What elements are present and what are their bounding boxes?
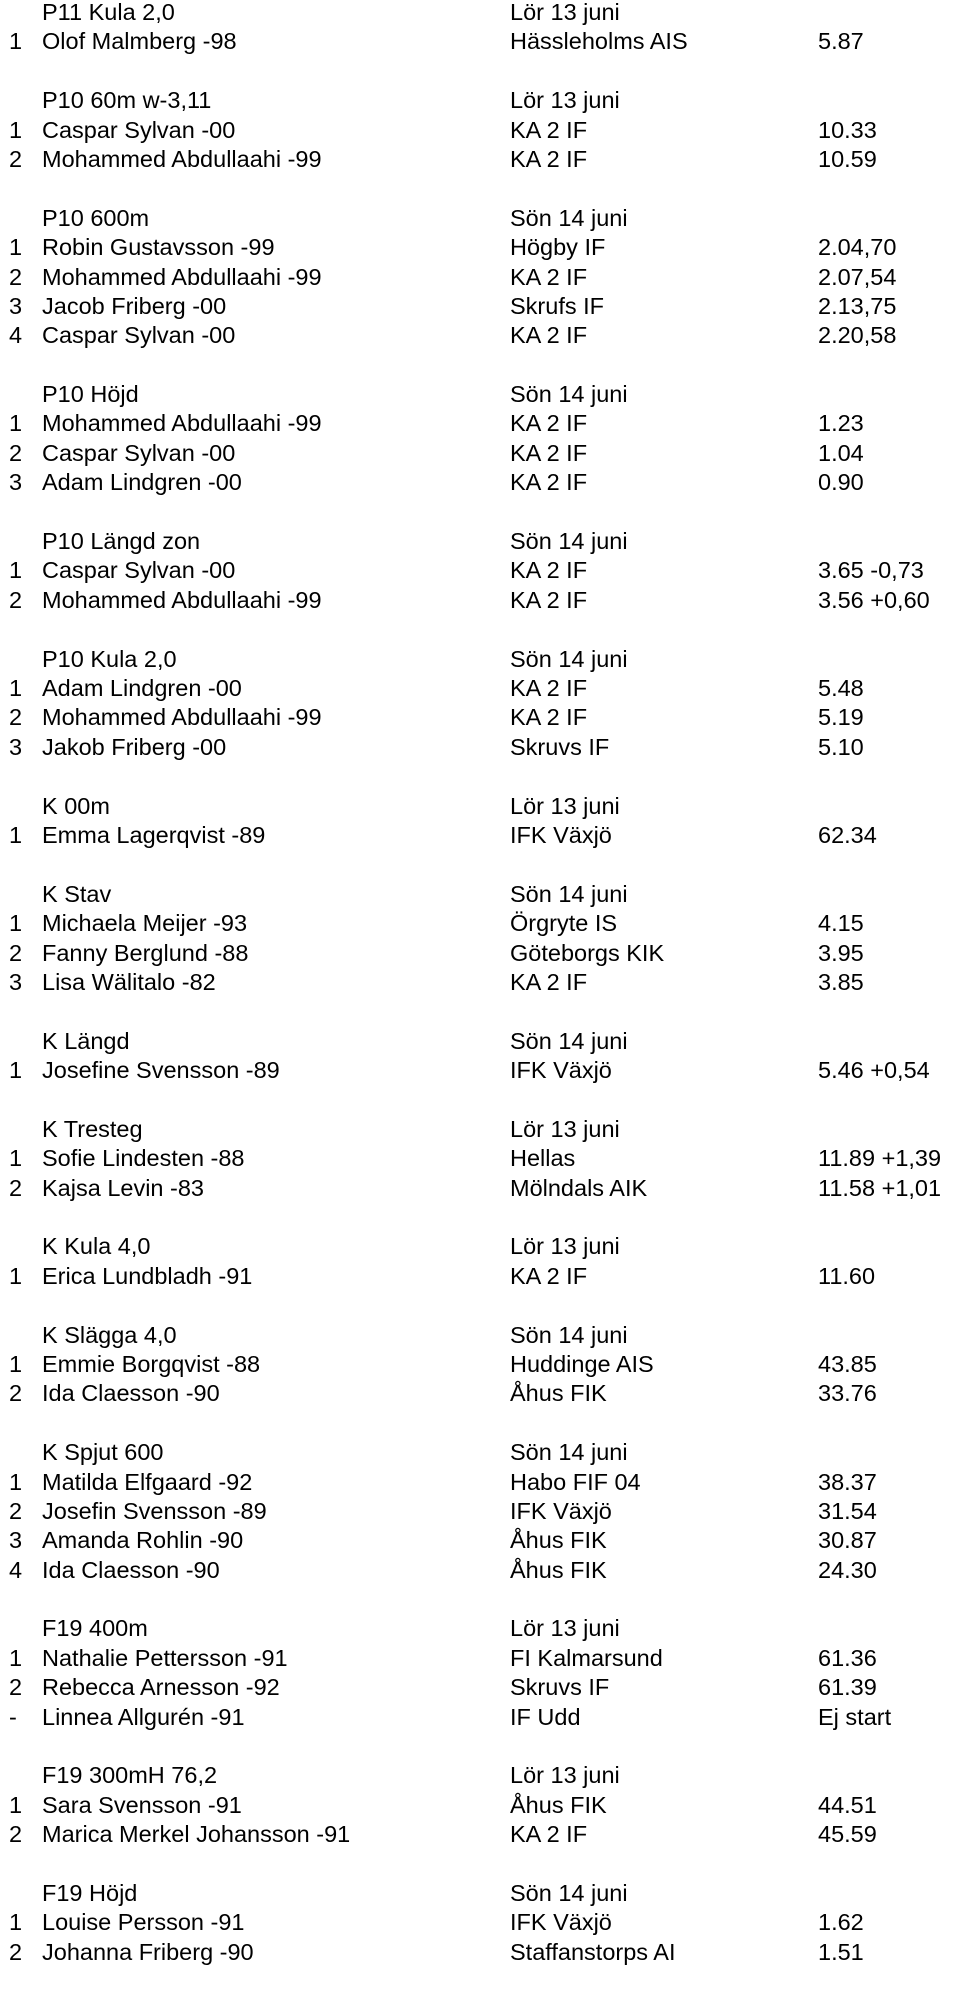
athlete-name: Johanna Friberg -90 (42, 1938, 254, 1965)
event-block (0, 1614, 960, 1732)
event-title: K Längd (42, 1027, 130, 1054)
result-row (0, 821, 960, 850)
result-value: 3.85 (818, 968, 864, 995)
result-place: 1 (9, 821, 23, 848)
result-value: 31.54 (818, 1497, 877, 1524)
athlete-name: Linnea Allgurén -91 (42, 1703, 245, 1730)
result-row (0, 1820, 960, 1849)
result-row (0, 263, 960, 292)
event-block (0, 86, 960, 174)
result-place: 3 (9, 968, 23, 995)
result-place: 3 (9, 469, 23, 496)
athlete-name: Michaela Meijer -93 (42, 910, 248, 937)
athlete-name: Jakob Friberg -00 (42, 733, 227, 760)
athlete-club: Åhus FIK (510, 1380, 607, 1407)
athlete-club: Örgryte IS (510, 910, 618, 937)
result-value: 11.60 (818, 1262, 876, 1289)
athlete-name: Olof Malmberg -98 (42, 28, 237, 55)
athlete-name: Sara Svensson -91 (42, 1791, 242, 1818)
result-place: 2 (9, 1821, 23, 1848)
athlete-club: Mölndals AIK (510, 1174, 648, 1201)
event-header (0, 1115, 960, 1144)
result-place: 2 (9, 586, 23, 613)
result-place: 4 (9, 1556, 23, 1583)
result-value: 2.20,58 (818, 322, 897, 349)
result-place: 4 (9, 322, 23, 349)
result-value: 1.04 (818, 439, 864, 466)
event-header (0, 1879, 960, 1908)
result-value: 10.33 (818, 116, 877, 143)
event-title: K 00m (42, 792, 110, 819)
result-place: - (9, 1703, 17, 1730)
event-block (0, 1027, 960, 1086)
result-value: 4.15 (818, 910, 864, 937)
event-date: Lör 13 juni (510, 1233, 620, 1260)
athlete-club: Åhus FIK (510, 1527, 607, 1554)
result-place: 3 (9, 292, 23, 319)
result-place: 2 (9, 939, 23, 966)
result-place: 1 (9, 116, 23, 143)
result-row (0, 1144, 960, 1173)
result-place: 1 (9, 674, 23, 701)
result-place: 2 (9, 1674, 23, 1701)
result-place: 2 (9, 439, 23, 466)
athlete-name: Sofie Lindesten -88 (42, 1145, 245, 1172)
result-row (0, 1056, 960, 1085)
event-date: Sön 14 juni (510, 528, 628, 555)
event-header (0, 527, 960, 556)
event-header (0, 1027, 960, 1056)
result-row (0, 1497, 960, 1526)
athlete-club: KA 2 IF (510, 1821, 588, 1848)
result-value: 5.87 (818, 28, 864, 55)
event-date: Sön 14 juni (510, 1027, 628, 1054)
result-place: 2 (9, 145, 23, 172)
athlete-club: Hellas (510, 1145, 576, 1172)
result-row (0, 703, 960, 732)
event-header (0, 204, 960, 233)
event-block (0, 1438, 960, 1585)
event-title: P10 Höjd (42, 381, 139, 408)
event-header (0, 792, 960, 821)
result-place: 3 (9, 1527, 23, 1554)
athlete-club: KA 2 IF (510, 469, 588, 496)
athlete-name: Mohammed Abdullaahi -99 (42, 586, 322, 613)
result-value: 11.89 +1,39 (818, 1145, 942, 1172)
event-title: K Tresteg (42, 1115, 143, 1142)
event-block (0, 880, 960, 998)
result-row (0, 674, 960, 703)
result-place: 2 (9, 1174, 23, 1201)
athlete-club: Skruvs IF (510, 1674, 610, 1701)
athlete-name: Mohammed Abdullaahi -99 (42, 704, 322, 731)
result-row (0, 1350, 960, 1379)
result-row (0, 409, 960, 438)
athlete-club: KA 2 IF (510, 586, 588, 613)
result-value: 3.65 -0,73 (818, 557, 924, 584)
event-header (0, 1761, 960, 1790)
event-title: P10 Längd zon (42, 528, 201, 555)
result-place: 2 (9, 1497, 23, 1524)
result-place: 1 (9, 410, 23, 437)
athlete-club: Åhus FIK (510, 1556, 607, 1583)
result-row (0, 321, 960, 350)
athlete-club: KA 2 IF (510, 439, 588, 466)
result-row (0, 1791, 960, 1820)
event-title: K Stav (42, 880, 112, 907)
result-place: 1 (9, 1057, 23, 1084)
result-value: 11.58 +1,01 (818, 1174, 942, 1201)
event-date: Sön 14 juni (510, 645, 628, 672)
result-row (0, 1526, 960, 1555)
event-title: P10 60m w-3,11 (42, 87, 212, 114)
result-row (0, 145, 960, 174)
event-block (0, 380, 960, 498)
result-row (0, 1379, 960, 1408)
result-value: 45.59 (818, 1821, 877, 1848)
athlete-club: KA 2 IF (510, 1262, 588, 1289)
event-date: Lör 13 juni (510, 1762, 620, 1789)
result-row (0, 586, 960, 615)
event-title: F19 400m (42, 1615, 148, 1642)
event-date: Sön 14 juni (510, 1321, 628, 1348)
athlete-club: KA 2 IF (510, 704, 588, 731)
event-header (0, 645, 960, 674)
athlete-name: Adam Lindgren -00 (42, 469, 242, 496)
result-value: Ej start (818, 1703, 892, 1730)
result-place: 1 (9, 1791, 23, 1818)
result-value: 44.51 (818, 1791, 877, 1818)
result-value: 5.19 (818, 704, 864, 731)
result-value: 1.51 (818, 1938, 864, 1965)
athlete-name: Nathalie Pettersson -91 (42, 1644, 288, 1671)
athlete-name: Emmie Borgqvist -88 (42, 1350, 261, 1377)
result-place: 1 (9, 1262, 23, 1289)
event-block (0, 645, 960, 763)
athlete-club: KA 2 IF (510, 145, 588, 172)
athlete-name: Robin Gustavsson -99 (42, 234, 275, 261)
event-title: P11 Kula 2,0 (42, 0, 175, 25)
result-place: 1 (9, 557, 23, 584)
event-header (0, 1614, 960, 1643)
event-date: Sön 14 juni (510, 381, 628, 408)
result-value: 2.04,70 (818, 234, 897, 261)
athlete-club: KA 2 IF (510, 322, 588, 349)
result-row (0, 468, 960, 497)
result-row (0, 233, 960, 262)
athlete-name: Lisa Wälitalo -82 (42, 968, 216, 995)
athlete-club: IFK Växjö (510, 1909, 612, 1936)
athlete-club: FI Kalmarsund (510, 1644, 663, 1671)
result-value: 61.39 (818, 1674, 877, 1701)
result-row (0, 27, 960, 56)
result-place: 1 (9, 1468, 23, 1495)
athlete-name: Jacob Friberg -00 (42, 292, 227, 319)
event-block (0, 1761, 960, 1849)
athlete-name: Fanny Berglund -88 (42, 939, 249, 966)
result-value: 38.37 (818, 1468, 877, 1495)
event-header (0, 1438, 960, 1467)
event-block (0, 1115, 960, 1203)
result-value: 1.23 (818, 410, 864, 437)
event-title: P10 Kula 2,0 (42, 645, 177, 672)
event-date: Lör 13 juni (510, 1615, 620, 1642)
result-place: 1 (9, 28, 23, 55)
athlete-club: IFK Växjö (510, 821, 612, 848)
event-block (0, 1879, 960, 1967)
result-value: 2.07,54 (818, 263, 897, 290)
result-row (0, 968, 960, 997)
athlete-club: KA 2 IF (510, 674, 588, 701)
result-place: 1 (9, 1350, 23, 1377)
athlete-club: Huddinge AIS (510, 1350, 654, 1377)
event-header (0, 86, 960, 115)
athlete-name: Caspar Sylvan -00 (42, 439, 236, 466)
result-value: 24.30 (818, 1556, 877, 1583)
event-date: Lör 13 juni (510, 792, 620, 819)
result-place: 3 (9, 733, 23, 760)
athlete-club: KA 2 IF (510, 968, 588, 995)
result-place: 2 (9, 263, 23, 290)
event-title: F19 Höjd (42, 1880, 138, 1906)
result-row (0, 1468, 960, 1497)
athlete-club: IF Udd (510, 1703, 581, 1730)
athlete-club: Hässleholms AIS (510, 28, 688, 55)
athlete-club: KA 2 IF (510, 263, 588, 290)
result-row (0, 1174, 960, 1203)
event-date: Sön 14 juni (510, 880, 628, 907)
event-date: Sön 14 juni (510, 1880, 628, 1906)
result-place: 2 (9, 1380, 23, 1407)
result-place: 1 (9, 1909, 23, 1936)
athlete-name: Erica Lundbladh -91 (42, 1262, 253, 1289)
event-block (0, 204, 960, 351)
athlete-name: Adam Lindgren -00 (42, 674, 242, 701)
result-place: 2 (9, 704, 23, 731)
athlete-name: Emma Lagerqvist -89 (42, 821, 266, 848)
result-row (0, 1703, 960, 1732)
result-place: 1 (9, 1145, 23, 1172)
event-date: Lör 13 juni (510, 1115, 620, 1142)
athlete-club: Habo FIF 04 (510, 1468, 641, 1495)
athlete-club: IFK Växjö (510, 1057, 612, 1084)
athlete-name: Ida Claesson -90 (42, 1556, 220, 1583)
athlete-name: Ida Claesson -90 (42, 1380, 220, 1407)
athlete-club: Åhus FIK (510, 1791, 607, 1818)
result-place: 1 (9, 234, 23, 261)
athlete-club: KA 2 IF (510, 116, 588, 143)
athlete-name: Louise Persson -91 (42, 1909, 245, 1936)
result-row (0, 909, 960, 938)
event-block (0, 0, 960, 57)
athlete-name: Caspar Sylvan -00 (42, 116, 236, 143)
event-block (0, 1321, 960, 1409)
event-title: K Slägga 4,0 (42, 1321, 177, 1348)
result-value: 33.76 (818, 1380, 877, 1407)
result-place: 2 (9, 1938, 23, 1965)
result-row (0, 733, 960, 762)
athlete-name: Marica Merkel Johansson -91 (42, 1821, 351, 1848)
event-title: K Kula 4,0 (42, 1233, 151, 1260)
athlete-club: Göteborgs KIK (510, 939, 665, 966)
event-block (0, 1232, 960, 1291)
result-value: 61.36 (818, 1644, 877, 1671)
result-value: 5.48 (818, 674, 864, 701)
result-row (0, 1262, 960, 1291)
athlete-name: Mohammed Abdullaahi -99 (42, 263, 322, 290)
result-place: 1 (9, 910, 23, 937)
athlete-name: Mohammed Abdullaahi -99 (42, 410, 322, 437)
athlete-club: KA 2 IF (510, 410, 588, 437)
athlete-club: Skruvs IF (510, 733, 610, 760)
athlete-name: Rebecca Arnesson -92 (42, 1674, 280, 1701)
event-title: P10 600m (42, 204, 150, 231)
athlete-name: Caspar Sylvan -00 (42, 322, 236, 349)
result-row (0, 1673, 960, 1702)
athlete-name: Josefin Svensson -89 (42, 1497, 267, 1524)
athlete-club: IFK Växjö (510, 1497, 612, 1524)
athlete-name: Caspar Sylvan -00 (42, 557, 236, 584)
athlete-name: Mohammed Abdullaahi -99 (42, 145, 322, 172)
result-value: 3.56 +0,60 (818, 586, 930, 613)
athlete-club: Högby IF (510, 234, 606, 261)
result-value: 30.87 (818, 1527, 877, 1554)
athlete-name: Matilda Elfgaard -92 (42, 1468, 253, 1495)
event-block (0, 527, 960, 615)
result-value: 5.10 (818, 733, 864, 760)
result-row (0, 1938, 960, 1967)
event-header (0, 1321, 960, 1350)
event-date: Lör 13 juni (510, 87, 620, 114)
result-value: 5.46 +0,54 (818, 1057, 930, 1084)
athlete-club: Skrufs IF (510, 292, 605, 319)
result-row (0, 939, 960, 968)
event-title: F19 300mH 76,2 (42, 1762, 218, 1789)
result-row (0, 292, 960, 321)
event-header (0, 880, 960, 909)
result-value: 62.34 (818, 821, 877, 848)
athlete-name: Josefine Svensson -89 (42, 1057, 280, 1084)
athlete-club: KA 2 IF (510, 557, 588, 584)
result-row (0, 116, 960, 145)
result-value: 1.62 (818, 1909, 864, 1936)
event-title: K Spjut 600 (42, 1439, 164, 1466)
result-value: 0.90 (818, 469, 864, 496)
result-row (0, 556, 960, 585)
result-row (0, 1908, 960, 1937)
event-date: Sön 14 juni (510, 1439, 628, 1466)
result-value: 43.85 (818, 1350, 877, 1377)
event-date: Sön 14 juni (510, 204, 628, 231)
athlete-name: Kajsa Levin -83 (42, 1174, 204, 1201)
event-header (0, 0, 960, 27)
result-value: 10.59 (818, 145, 877, 172)
result-value: 3.95 (818, 939, 864, 966)
event-date: Lör 13 juni (510, 0, 620, 25)
athlete-club: Staffanstorps AI (510, 1938, 676, 1965)
event-header (0, 380, 960, 409)
result-row (0, 1556, 960, 1585)
result-row (0, 439, 960, 468)
result-value: 2.13,75 (818, 292, 897, 319)
event-header (0, 1232, 960, 1261)
athlete-name: Amanda Rohlin -90 (42, 1527, 244, 1554)
event-block (0, 792, 960, 851)
result-row (0, 1644, 960, 1673)
result-place: 1 (9, 1644, 23, 1671)
